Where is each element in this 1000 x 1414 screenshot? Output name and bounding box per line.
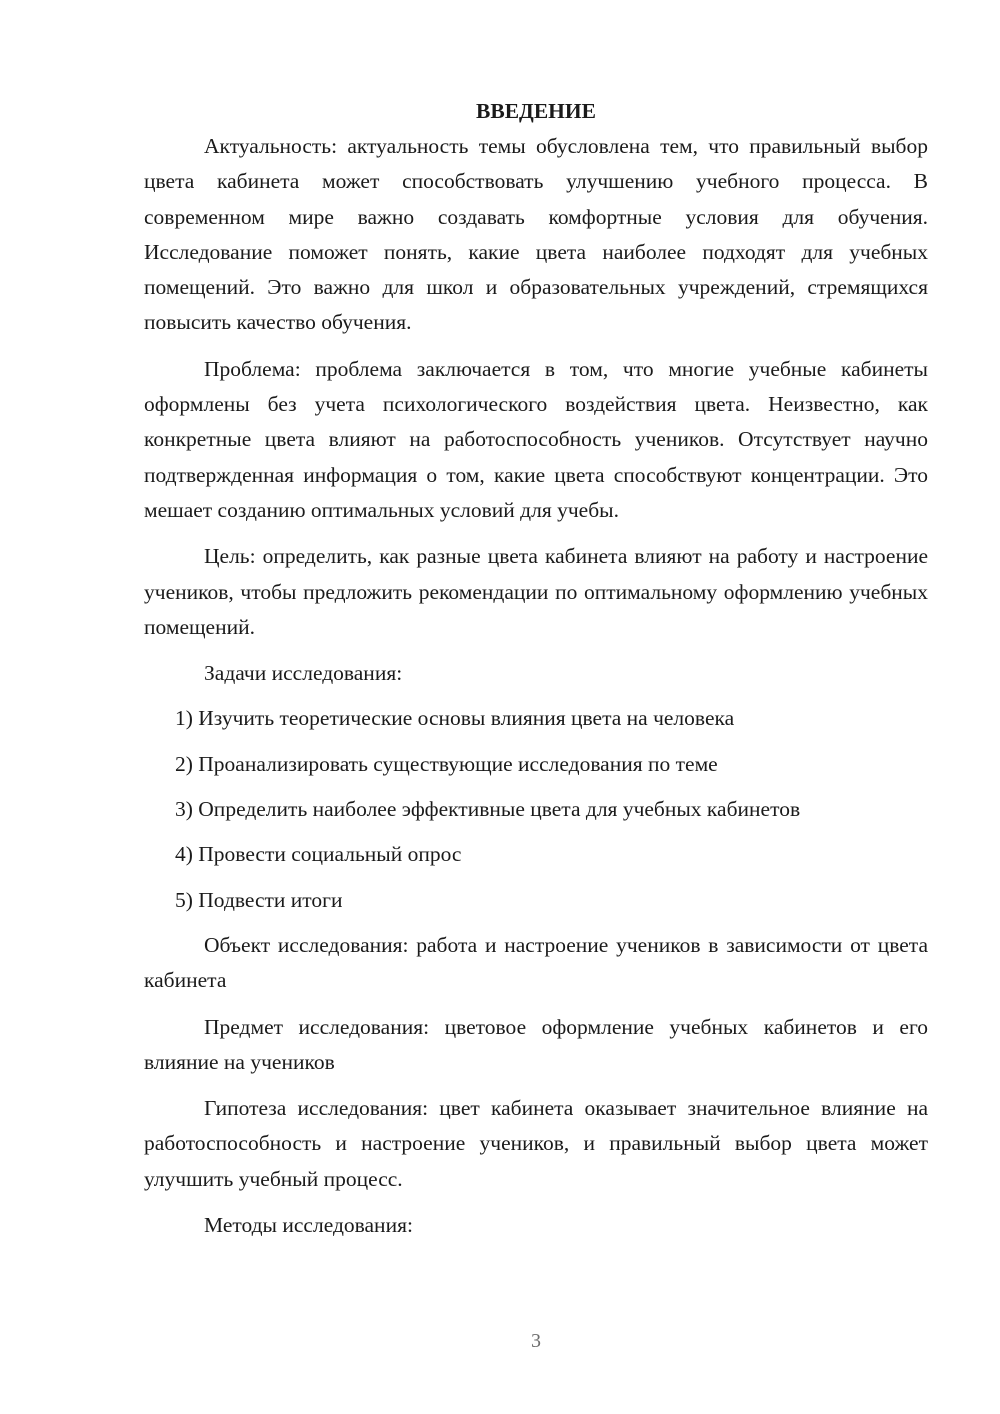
object-paragraph: Объект исследования: работа и настроение учеников в зависимости от цвета кабинета bbox=[144, 932, 928, 993]
tasks-title: Задачи исследования: bbox=[204, 661, 403, 686]
page-number: 3 bbox=[531, 1330, 541, 1352]
problem-paragraph: Проблема: проблема заключается в том, что многие учебные кабинеты оформлены без учета психологического воздействия цвета. Неизвестно, как конкретные цвета влияют на работоспособность учеников. Отсутствует научно подтвержденная информация о том, какие цвета способствуют концентрации. Это мешает созданию оптимальных условий для учебы. bbox=[144, 356, 928, 522]
task-item: 4) Провести социальный опрос bbox=[175, 842, 462, 867]
task-item: 5) Подвести итоги bbox=[175, 887, 343, 912]
task-item: 1) Изучить теоретические основы влияния цвета на человека bbox=[175, 706, 735, 731]
page-body bbox=[144, 94, 928, 1243]
section-heading: ВВЕДЕНИЕ bbox=[476, 99, 596, 123]
methods-title: Методы исследования: bbox=[204, 1213, 413, 1238]
relevance-paragraph: Актуальность: актуальность темы обусловлена тем, что правильный выбор цвета кабинета может способствовать улучшению учебного процесса. В современном мире важно создавать комфортные условия для обучения. Исследование поможет понять, какие цвета наиболее подходят для учебных помещений. Это важно для школ и образовательных учреждений, стремящихся повысить качество обучения. bbox=[144, 134, 928, 335]
task-item: 2) Проанализировать существующие исследования по теме bbox=[175, 751, 718, 776]
hypothesis-paragraph: Гипотеза исследования: цвет кабинета оказывает значительное влияние на работоспособность и настроение учеников, и правильный выбор цвета может улучшить учебный процесс. bbox=[144, 1096, 928, 1191]
task-item: 3) Определить наиболее эффективные цвета для учебных кабинетов bbox=[175, 797, 801, 822]
subject-paragraph: Предмет исследования: цветовое оформление учебных кабинетов и его влияние на учеников bbox=[144, 1014, 928, 1074]
task-list bbox=[144, 701, 928, 917]
goal-paragraph: Цель: определить, как разные цвета кабинета влияют на работу и настроение учеников, чтобы предложить рекомендации по оптимальному оформлению учебных помещений. bbox=[144, 544, 928, 639]
